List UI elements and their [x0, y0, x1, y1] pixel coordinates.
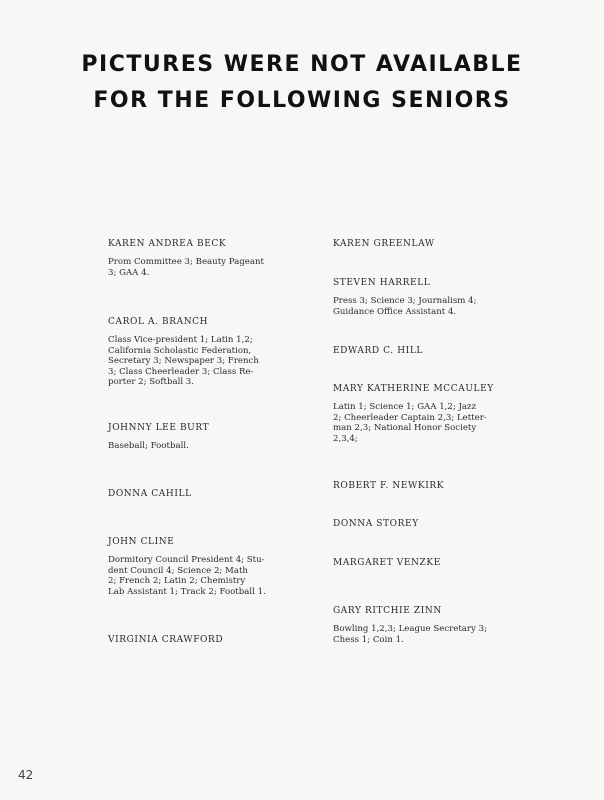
senior-activities: Dormitory Council President 4; Stu- dent Council 4; Science 2; Math 2; French 2; Latin 2; Chemistry Lab Assistant 1; Track 2; Football 1.: [108, 555, 266, 597]
page-title-line-1: PICTURES WERE NOT AVAILABLE: [81, 52, 523, 77]
senior-name: KAREN GREENLAW: [333, 239, 435, 249]
senior-entry: [108, 423, 272, 452]
senior-entry: [333, 519, 503, 529]
senior-entry: [333, 481, 503, 491]
senior-entry: [108, 317, 272, 388]
senior-entry: [333, 239, 503, 249]
senior-name: STEVEN HARRELL: [333, 278, 431, 288]
senior-name: GARY RITCHIE ZINN: [333, 606, 442, 616]
senior-name: DONNA CAHILL: [108, 489, 192, 499]
senior-activities: Bowling 1,2,3; League Secretary 3; Chess 1; Coin 1.: [333, 624, 487, 645]
senior-entry: [333, 606, 503, 645]
senior-name: DONNA STOREY: [333, 519, 419, 529]
senior-activities: Baseball; Football.: [108, 441, 189, 451]
senior-activities: Class Vice-president 1; Latin 1,2; California Scholastic Federation, Secretary 3; Newspaper 3; French 3; Class Cheerleader 3; Class Re- porter 2; Softball 3.: [108, 335, 259, 388]
senior-entry: [108, 239, 272, 278]
page-number: 42: [18, 768, 34, 782]
senior-name: JOHN CLINE: [108, 537, 175, 547]
senior-name: VIRGINIA CRAWFORD: [108, 635, 224, 645]
senior-name: KAREN ANDREA BECK: [108, 239, 227, 249]
senior-entry: [333, 558, 503, 568]
senior-name: ROBERT F. NEWKIRK: [333, 481, 445, 491]
senior-activities: Press 3; Science 3; Journalism 4; Guidance Office Assistant 4.: [333, 296, 477, 317]
senior-entry: [333, 384, 503, 444]
senior-name: EDWARD C. HILL: [333, 346, 423, 356]
senior-activities: Latin 1; Science 1; GAA 1,2; Jazz 2; Cheerleader Captain 2,3; Letter- man 2,3; National Honor Society 2,3,4;: [333, 402, 487, 444]
senior-name: CAROL A. BRANCH: [108, 317, 209, 327]
senior-entry: [108, 537, 272, 597]
page-title-line-2: FOR THE FOLLOWING SENIORS: [93, 88, 511, 113]
senior-name: JOHNNY LEE BURT: [108, 423, 210, 433]
senior-activities: Prom Committee 3; Beauty Pageant 3; GAA 4.: [108, 257, 264, 278]
senior-entry: [108, 489, 272, 499]
senior-entry: [333, 346, 503, 356]
senior-name: MARGARET VENZKE: [333, 558, 441, 568]
senior-entry: [108, 635, 272, 645]
senior-name: MARY KATHERINE MCCAULEY: [333, 384, 494, 394]
senior-entry: [333, 278, 503, 317]
